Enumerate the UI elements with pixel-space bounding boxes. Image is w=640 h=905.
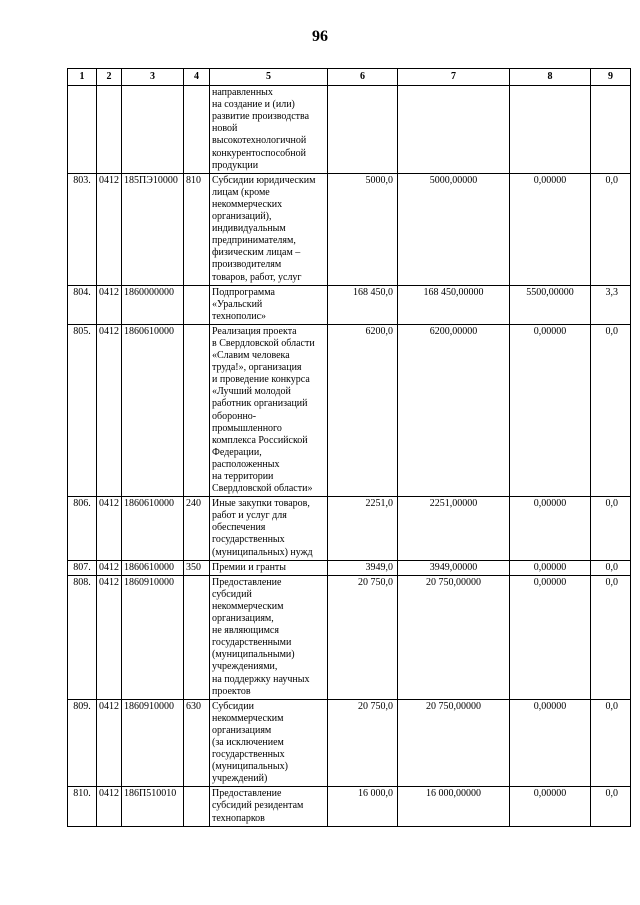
percent-cell: 0,0	[591, 324, 631, 496]
change-cell	[510, 86, 591, 174]
amount-cell: 20 750,0	[328, 699, 398, 787]
col-header-3: 3	[122, 69, 184, 86]
row-number-cell: 808.	[68, 575, 97, 699]
expense-type-cell	[184, 86, 210, 174]
budget-table	[67, 68, 631, 827]
amount-precise-cell: 168 450,00000	[398, 285, 510, 324]
expense-type-cell	[184, 285, 210, 324]
table-row	[68, 86, 631, 174]
target-code-cell: 1860000000	[122, 285, 184, 324]
percent-cell: 0,0	[591, 575, 631, 699]
table-row	[68, 560, 631, 575]
row-number-cell: 810.	[68, 787, 97, 826]
amount-cell: 16 000,0	[328, 787, 398, 826]
table-row	[68, 173, 631, 285]
amount-precise-cell: 6200,00000	[398, 324, 510, 496]
table-row	[68, 699, 631, 787]
change-cell: 5500,00000	[510, 285, 591, 324]
target-code-cell	[122, 86, 184, 174]
target-code-cell: 1860610000	[122, 324, 184, 496]
change-cell: 0,00000	[510, 575, 591, 699]
amount-precise-cell: 20 750,00000	[398, 699, 510, 787]
target-code-cell: 185ПЭ10000	[122, 173, 184, 285]
row-name-cell: направленных на создание и (или) развитие производства новой высокотехнологичной конкурентоспособной продукции	[210, 86, 328, 174]
expense-type-cell: 240	[184, 497, 210, 560]
col-header-5: 5	[210, 69, 328, 86]
percent-cell	[591, 86, 631, 174]
row-number-cell: 804.	[68, 285, 97, 324]
expense-type-cell: 810	[184, 173, 210, 285]
expense-type-cell: 350	[184, 560, 210, 575]
target-code-cell: 1860910000	[122, 699, 184, 787]
change-cell: 0,00000	[510, 560, 591, 575]
percent-cell: 3,3	[591, 285, 631, 324]
row-name-cell: Субсидии некоммерческим организациям (за исключением государственных (муниципальных) учреждений)	[210, 699, 328, 787]
row-number-cell: 807.	[68, 560, 97, 575]
row-name-cell: Иные закупки товаров, работ и услуг для обеспечения государственных (муниципальных) нужд	[210, 497, 328, 560]
amount-precise-cell: 2251,00000	[398, 497, 510, 560]
amount-cell: 3949,0	[328, 560, 398, 575]
col-header-8: 8	[510, 69, 591, 86]
expense-type-cell: 630	[184, 699, 210, 787]
table-row	[68, 575, 631, 699]
section-code-cell: 0412	[97, 560, 122, 575]
row-name-cell: Субсидии юридическим лицам (кроме некоммерческих организаций), индивидуальным предпринимателям, физическим лицам – производителям товаров, работ, услуг	[210, 173, 328, 285]
table-row	[68, 324, 631, 496]
row-name-cell: Предоставление субсидий некоммерческим организациям, не являющимся государственными (муниципальными) учреждениями, на поддержку научных проектов	[210, 575, 328, 699]
row-name-cell: Премии и гранты	[210, 560, 328, 575]
change-cell: 0,00000	[510, 787, 591, 826]
target-code-cell: 1860610000	[122, 560, 184, 575]
change-cell: 0,00000	[510, 497, 591, 560]
col-header-4: 4	[184, 69, 210, 86]
amount-precise-cell: 16 000,00000	[398, 787, 510, 826]
percent-cell: 0,0	[591, 699, 631, 787]
section-code-cell	[97, 86, 122, 174]
col-header-1: 1	[68, 69, 97, 86]
section-code-cell: 0412	[97, 699, 122, 787]
row-number-cell: 805.	[68, 324, 97, 496]
col-header-7: 7	[398, 69, 510, 86]
table-row	[68, 285, 631, 324]
expense-type-cell	[184, 575, 210, 699]
percent-cell: 0,0	[591, 560, 631, 575]
target-code-cell: 1860610000	[122, 497, 184, 560]
row-number-cell: 803.	[68, 173, 97, 285]
row-number-cell	[68, 86, 97, 174]
target-code-cell: 1860910000	[122, 575, 184, 699]
col-header-2: 2	[97, 69, 122, 86]
amount-precise-cell: 20 750,00000	[398, 575, 510, 699]
amount-precise-cell: 3949,00000	[398, 560, 510, 575]
col-header-6: 6	[328, 69, 398, 86]
section-code-cell: 0412	[97, 285, 122, 324]
header-row	[68, 69, 631, 86]
percent-cell: 0,0	[591, 787, 631, 826]
section-code-cell: 0412	[97, 575, 122, 699]
page-number: 96	[312, 28, 328, 45]
section-code-cell: 0412	[97, 324, 122, 496]
amount-cell: 6200,0	[328, 324, 398, 496]
section-code-cell: 0412	[97, 787, 122, 826]
percent-cell: 0,0	[591, 497, 631, 560]
change-cell: 0,00000	[510, 324, 591, 496]
table-row	[68, 497, 631, 560]
expense-type-cell	[184, 324, 210, 496]
change-cell: 0,00000	[510, 699, 591, 787]
row-number-cell: 809.	[68, 699, 97, 787]
expense-type-cell	[184, 787, 210, 826]
row-name-cell: Подпрограмма «Уральский технополис»	[210, 285, 328, 324]
row-name-cell: Предоставление субсидий резидентам технопарков	[210, 787, 328, 826]
amount-cell: 2251,0	[328, 497, 398, 560]
target-code-cell: 186П510010	[122, 787, 184, 826]
section-code-cell: 0412	[97, 173, 122, 285]
amount-cell: 20 750,0	[328, 575, 398, 699]
row-name-cell: Реализация проекта в Свердловской области «Славим человека труда!», организация и проведение конкурса «Лучший молодой работник организаций оборонно- промышленного комплекса Российской Федерации, расположенных на территории Свердловской области»	[210, 324, 328, 496]
table-row	[68, 787, 631, 826]
amount-cell	[328, 86, 398, 174]
amount-cell: 5000,0	[328, 173, 398, 285]
amount-precise-cell: 5000,00000	[398, 173, 510, 285]
amount-precise-cell	[398, 86, 510, 174]
amount-cell: 168 450,0	[328, 285, 398, 324]
col-header-9: 9	[591, 69, 631, 86]
percent-cell: 0,0	[591, 173, 631, 285]
section-code-cell: 0412	[97, 497, 122, 560]
change-cell: 0,00000	[510, 173, 591, 285]
row-number-cell: 806.	[68, 497, 97, 560]
